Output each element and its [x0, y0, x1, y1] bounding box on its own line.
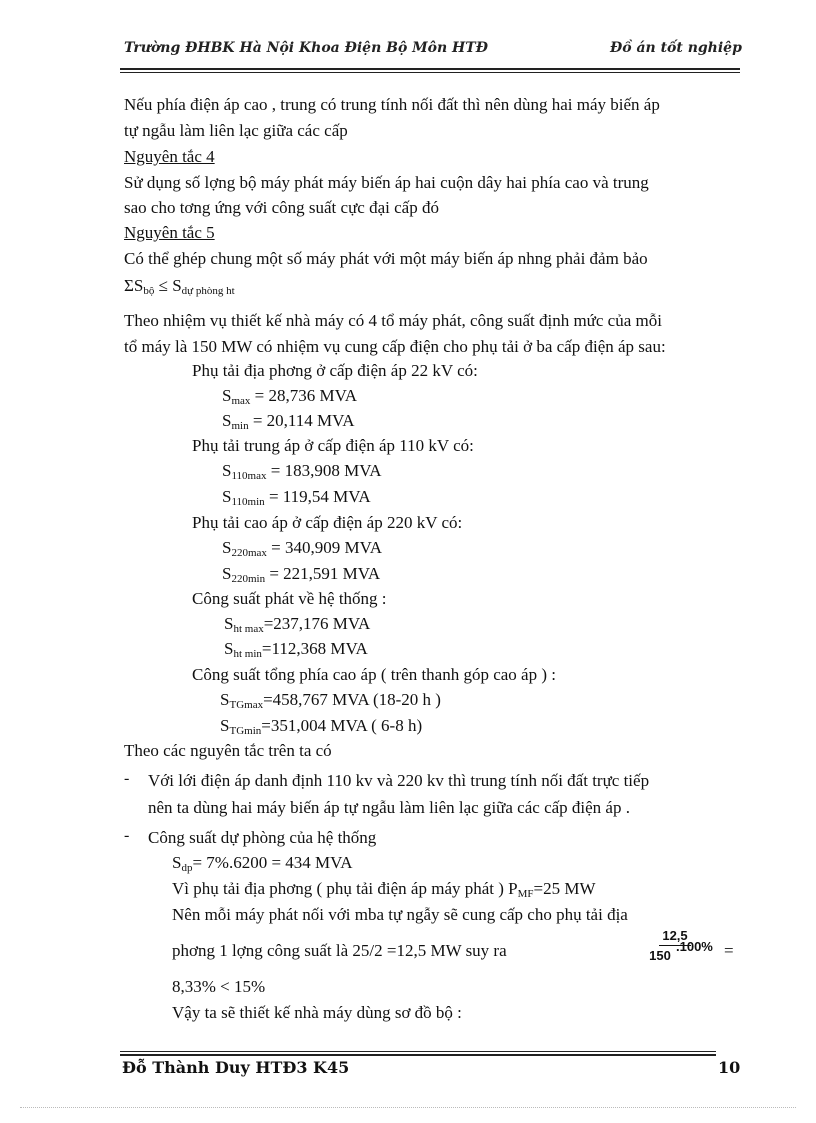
bullet-dash: - — [124, 770, 130, 787]
bullet-1-line-2: nên ta dùng hai máy biến áp tự ngẫu làm liên lạc giữa các cấp điện áp . — [148, 798, 630, 817]
load-22kv-label: Phụ tải địa phơng ở cấp điện áp 22 kV có: — [192, 361, 478, 380]
pmf-line — [172, 879, 596, 904]
sum-relation: ≤ S — [154, 276, 182, 295]
s220max-value: = 340,909 MVA — [266, 538, 382, 557]
sdp-sub: dp — [181, 862, 193, 874]
stgmax-value: =458,767 MVA (18-20 h ) — [263, 690, 441, 709]
smin-line: $S_{min} = 20,114$ MVA — [222, 411, 355, 432]
stgmin-value: =351,004 MVA ( 6-8 h) — [261, 716, 423, 735]
footer-rule — [120, 1051, 716, 1052]
pmf-sub: MF — [517, 888, 534, 900]
paragraph-line: Theo các nguyên tắc trên ta có — [124, 741, 332, 760]
equals-sign: = — [724, 941, 734, 960]
stgmin-line: $S_{TGmin}=351,004$ MVA ( 6-8 h) — [220, 716, 423, 737]
s220max-line: $S_{220max} = 340,909$ MVA — [222, 538, 382, 559]
sum-inequality — [124, 276, 235, 301]
s220min-sub: 220min — [231, 573, 266, 585]
s110min-line: $S_{110min} = 119,54$ MVA — [222, 487, 371, 508]
pmf-value: =25 MW — [533, 879, 596, 898]
s110min-value: = 119,54 MVA — [264, 487, 371, 506]
pmf-text: Vì phụ tải địa phơng ( phụ tải điện áp máy phát ) P — [172, 879, 518, 898]
s110max-sub: 110max — [231, 470, 267, 482]
s110min-sub: 110min — [231, 496, 265, 508]
page-bottom-dotted-rule — [20, 1107, 796, 1108]
paragraph-line: Theo nhiệm vụ thiết kế nhà máy có 4 tổ máy phát, công suất định mức của mỗi — [124, 311, 662, 330]
smax-sub: max — [231, 395, 251, 407]
shtmin-line: $S_{ht min}=112,368$ MVA — [224, 639, 368, 660]
sigma-sign: Σ — [124, 276, 134, 295]
s220max-sub: 220max — [231, 547, 267, 559]
sum-subscript-reserve: dự phòng ht — [181, 285, 235, 297]
header-left: Trường ĐHBK Hà Nội Khoa Điện Bộ Môn HTĐ — [124, 40, 488, 56]
sum-symbol: S — [133, 276, 144, 295]
footer-author: Đỗ Thành Duy HTĐ3 K45 — [122, 1058, 350, 1077]
bullet-2-line: Công suất dự phòng của hệ thống — [148, 828, 377, 847]
s220min-line: $S_{220min} = 221,591$ MVA — [222, 564, 381, 585]
bullet-1-line-1: Với lới điện áp danh định 110 kv và 220 kv thì trung tính nối đất trực tiếp — [148, 771, 650, 790]
s110max-line: $S_{110max} = 183,908$ MVA — [222, 461, 382, 482]
page-number: 10 — [718, 1058, 741, 1077]
fraction-denominator: 150 — [649, 948, 671, 963]
total-power-label: Công suất tổng phía cao áp ( trên thanh góp cao áp ) : — [192, 665, 556, 684]
load-220kv-label: Phụ tải cao áp ở cấp điện áp 220 kV có: — [192, 513, 463, 532]
stgmin-sub: TGmin — [229, 725, 262, 737]
sdp-value: = 7%.6200 = 434 MVA — [192, 853, 353, 872]
smin-sub: min — [231, 420, 249, 432]
fraction-percent: .100% — [676, 939, 713, 954]
footer-rule-thick — [120, 1054, 716, 1056]
sum-subscript: bộ — [143, 285, 155, 297]
header-rule — [120, 68, 740, 70]
shtmin-sub: ht min — [233, 648, 262, 660]
sdp-line: $S_{dp}= 7\%.6200 = 434$ MVA — [172, 853, 353, 874]
header-right: Đồ án tốt nghiệp — [610, 40, 742, 56]
fraction-numerator: 12,5 — [659, 928, 691, 946]
s110max-value: = 183,908 MVA — [266, 461, 382, 480]
paragraph-line: tự ngẫu làm liên lạc giữa các cấp — [124, 121, 348, 140]
heading-rule-4: Nguyên tắc 4 — [124, 147, 215, 166]
paragraph-line: Nên mỗi máy phát nối với mba tự ngẫy sẽ cung cấp cho phụ tải địa — [172, 905, 628, 924]
paragraph-line: Sử dụng số lợng bộ máy phát máy biến áp hai cuộn dây hai phía cao và trung — [124, 173, 649, 192]
paragraph-line: Vậy ta sẽ thiết kế nhà máy dùng sơ đồ bộ : — [172, 1003, 462, 1022]
result-line: 8,33% < 15% — [172, 977, 266, 996]
shtmax-value: =237,176 MVA — [263, 614, 371, 633]
s220min-value: = 221,591 MVA — [265, 564, 381, 583]
paragraph-line: tổ máy là 150 MW có nhiệm vụ cung cấp điện cho phụ tải ở ba cấp điện áp sau: — [124, 337, 666, 356]
paragraph-line: Có thể ghép chung một số máy phát với một máy biến áp nhng phải đảm bảo — [124, 249, 648, 268]
smax-value: = 28,736 MVA — [250, 386, 357, 405]
stgmax-sub: TGmax — [229, 699, 264, 711]
shtmax-line: $S_{ht max}=237,176$ MVA — [224, 614, 371, 635]
system-power-label: Công suất phát về hệ thống : — [192, 589, 387, 608]
smax-line: $S_{max} = 28,736$ MVA — [222, 386, 357, 407]
stgmax-line: $S_{TGmax}=458,767$ MVA (18-20 h ) — [220, 690, 441, 711]
bullet-dash: - — [124, 827, 130, 844]
shtmin-value: =112,368 MVA — [261, 639, 368, 658]
paragraph-line: phơng 1 lợng công suất là 25/2 =12,5 MW suy ra — [172, 941, 507, 960]
smin-value: = 20,114 MVA — [248, 411, 355, 430]
heading-rule-5: Nguyên tắc 5 — [124, 223, 215, 242]
load-110kv-label: Phụ tải trung áp ở cấp điện áp 110 kV có: — [192, 436, 474, 455]
shtmax-sub: ht max — [233, 623, 264, 635]
paragraph-line: sao cho tơng ứng với công suất cực đại cấp đó — [124, 198, 439, 217]
header-rule-thin — [120, 72, 740, 73]
paragraph-line: Nếu phía điện áp cao , trung có trung tính nối đất thì nên dùng hai máy biến áp — [124, 95, 660, 114]
